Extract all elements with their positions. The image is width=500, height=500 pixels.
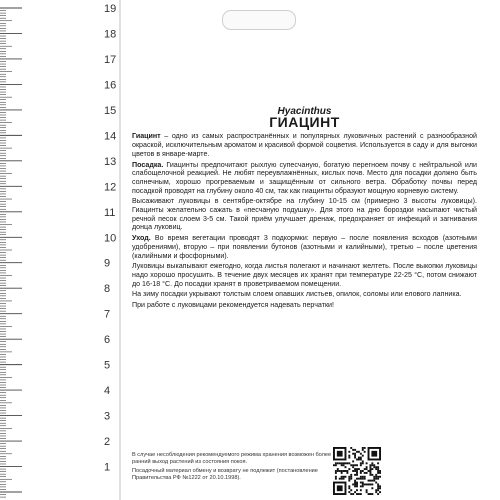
ruler-label: 12: [104, 181, 117, 194]
qr-module: [354, 483, 356, 485]
ruler-label: 4: [104, 385, 111, 398]
qr-module: [373, 480, 375, 482]
qr-module: [354, 485, 356, 487]
qr-module: [352, 453, 354, 455]
qr-module: [366, 489, 368, 491]
qr-module: [333, 464, 335, 466]
paragraph-lead: Уход.: [132, 234, 151, 243]
qr-finder: [337, 451, 343, 457]
qr-module: [343, 462, 345, 464]
paragraph-text: При работе с луковицами рекомендуется надевать перчатки!: [132, 301, 334, 310]
qr-module: [377, 478, 379, 480]
qr-module: [335, 476, 337, 478]
qr-module: [356, 485, 358, 487]
footer-notes: [132, 452, 342, 484]
qr-module: [358, 451, 360, 453]
qr-module: [375, 478, 377, 480]
ruler-label: 14: [104, 130, 117, 143]
qr-module: [375, 491, 377, 493]
qr-module: [375, 474, 377, 476]
qr-module: [364, 468, 366, 470]
qr-module: [379, 491, 381, 493]
qr-module: [364, 478, 366, 480]
qr-module: [354, 457, 356, 459]
qr-module: [360, 482, 362, 484]
qr-module: [352, 466, 354, 468]
qr-module: [341, 472, 343, 474]
qr-module: [343, 476, 345, 478]
qr-module: [350, 478, 352, 480]
qr-module: [348, 455, 350, 457]
paragraph-text: – одно из самых распространённых и популярных луковичных растений с разнообразной окраской, исключительным ароматом и красивой формой соцветия. Используется в саду и для выгонки цветов в январе-марте.: [132, 132, 477, 158]
qr-module: [350, 474, 352, 476]
qr-module: [375, 476, 377, 478]
qr-module: [371, 493, 373, 495]
qr-module: [356, 489, 358, 491]
qr-module: [350, 447, 352, 449]
storage-note: В случае несоблюдения рекомендуемого режима хранения возможен более ранний выход растений из состояния покоя.: [132, 452, 332, 465]
latin-name: Hyacinthus: [277, 106, 332, 117]
qr-module: [356, 483, 358, 485]
qr-module: [348, 491, 350, 493]
qr-module: [354, 474, 356, 476]
qr-module: [377, 489, 379, 491]
qr-module: [346, 472, 348, 474]
qr-module: [337, 470, 339, 472]
qr-module: [356, 468, 358, 470]
qr-module: [371, 487, 373, 489]
qr-module: [350, 476, 352, 478]
qr-module: [377, 485, 379, 487]
qr-module: [358, 457, 360, 459]
paragraph-text: Во время вегетации проводят 3 подкормки: первую – после появления всходов (азотными удобрениями), вторую – при появлении бутонов (азотными и калийными), третью – после цветения (калийными и фосфорными).: [132, 234, 477, 260]
qr-module: [356, 493, 358, 495]
qr-module: [360, 464, 362, 466]
qr-module: [352, 483, 354, 485]
qr-module: [360, 478, 362, 480]
qr-module: [371, 483, 373, 485]
qr-module: [345, 462, 347, 464]
qr-module: [368, 483, 370, 485]
qr-module: [371, 464, 373, 466]
qr-module: [346, 462, 348, 464]
qr-module: [343, 470, 345, 472]
ruler-label: 6: [104, 334, 111, 347]
qr-module: [352, 449, 354, 451]
qr-module: [362, 462, 364, 464]
qr-module: [360, 462, 362, 464]
product-title: ГИАЦИНТ: [269, 113, 340, 130]
qr-module: [348, 478, 350, 480]
qr-module: [348, 468, 350, 470]
paragraph-text: Луковицы выкапывают ежегодно, когда листья полегают и начинают желтеть. После выкопки луковицы надо хорошо просушить. В течение двух месяцев их хранят при температуре 22-25 °С, потом снижают до 16-18 °С. До посадки хранят в проветриваемом помещении.: [132, 262, 477, 288]
ruler-label: 13: [104, 155, 117, 168]
description-block: [132, 132, 477, 309]
ruler-label: 17: [104, 53, 117, 66]
qr-module: [366, 462, 368, 464]
ruler-label: 11: [104, 206, 116, 219]
qr-module: [354, 468, 356, 470]
qr-module: [364, 483, 366, 485]
qr-module: [356, 478, 358, 480]
qr-module: [364, 451, 366, 453]
measurement-ruler: [0, 0, 122, 500]
qr-module: [362, 476, 364, 478]
ruler-label: 18: [104, 28, 117, 41]
qr-module: [364, 447, 366, 449]
ruler-label: 19: [104, 3, 117, 15]
qr-code[interactable]: [333, 447, 381, 495]
ruler-scale: [0, 0, 122, 500]
qr-module: [373, 478, 375, 480]
qr-module: [348, 462, 350, 464]
ruler-label: 3: [104, 410, 111, 423]
qr-module: [348, 487, 350, 489]
qr-module: [348, 476, 350, 478]
qr-module: [356, 464, 358, 466]
qr-module: [369, 468, 371, 470]
qr-module: [354, 449, 356, 451]
ruler-label: 8: [104, 283, 111, 296]
qr-module: [350, 489, 352, 491]
qr-module: [379, 472, 381, 474]
qr-module: [354, 453, 356, 455]
qr-module: [346, 470, 348, 472]
qr-module: [339, 470, 341, 472]
paragraph: [132, 161, 477, 196]
qr-module: [352, 464, 354, 466]
qr-module: [335, 470, 337, 472]
qr-module: [362, 449, 364, 451]
qr-module: [366, 491, 368, 493]
qr-module: [377, 493, 379, 495]
qr-module: [369, 464, 371, 466]
qr-module: [362, 470, 364, 472]
qr-module: [371, 474, 373, 476]
paragraph: [132, 301, 477, 310]
package-text: [132, 84, 477, 312]
qr-module: [366, 483, 368, 485]
qr-module: [358, 468, 360, 470]
qr-module: [354, 491, 356, 493]
qr-module: [348, 485, 350, 487]
qr-finder: [371, 451, 377, 457]
paragraph: [132, 197, 477, 232]
qr-module: [369, 483, 371, 485]
qr-module: [341, 478, 343, 480]
qr-module: [354, 455, 356, 457]
paragraph: [132, 262, 477, 288]
paragraph-text: Высаживают луковицы в сентябре-октябре на глубину 10-15 см (примерно 3 высоты луковицы). Гиацинты желательно сажать в «песчаную подушку». Для этого на дно бороздки насыпают чистый речной песок слоем 3-5 см. Такой приём улучшает дренаж, предохраняет от инфекций и загнивания донца луковиц.: [132, 197, 477, 232]
qr-module: [352, 460, 354, 462]
ruler-label: 7: [104, 308, 111, 321]
qr-module: [368, 470, 370, 472]
qr-module: [343, 464, 345, 466]
paragraph-lead: Гиацинт: [132, 132, 161, 141]
qr-module: [348, 457, 350, 459]
qr-module: [339, 462, 341, 464]
qr-module: [366, 466, 368, 468]
qr-module: [377, 483, 379, 485]
qr-module: [379, 485, 381, 487]
qr-module: [373, 466, 375, 468]
return-note: Посадочный материал обмену и возврату не подлежит (постановление Правительства РФ №1222 от 20.10.1998).: [132, 468, 318, 481]
qr-module: [345, 470, 347, 472]
qr-module: [364, 476, 366, 478]
qr-module: [379, 470, 381, 472]
qr-module: [354, 464, 356, 466]
qr-module: [373, 476, 375, 478]
qr-module: [356, 451, 358, 453]
qr-module: [375, 482, 377, 484]
qr-module: [375, 466, 377, 468]
qr-module: [358, 459, 360, 461]
qr-module: [356, 470, 358, 472]
qr-module: [375, 468, 377, 470]
hang-hole: [222, 10, 296, 30]
ruler-label: 10: [104, 232, 117, 245]
qr-module: [337, 462, 339, 464]
qr-module: [354, 482, 356, 484]
qr-module: [369, 470, 371, 472]
ruler-label: 15: [104, 104, 117, 117]
paragraph: [132, 290, 477, 299]
qr-module: [354, 480, 356, 482]
qr-module: [343, 478, 345, 480]
qr-module: [335, 472, 337, 474]
qr-module: [356, 459, 358, 461]
qr-module: [350, 493, 352, 495]
qr-module: [362, 455, 364, 457]
paragraph-text: Гиацинты предпочитают рыхлую супесчаную, богатую перегноем почву с нейтральной или слабощелочной реакцией. Не любят переувлажнённых, кислых почв. Место для посадки должно быть солнечным, хорошо прогреваемым и защищённым от сильного ветра. Обработку почвы перед посадкой проводят на глубину около 40 см, так как гиацинты образуют мощную корневую систему.: [132, 160, 477, 195]
qr-module: [377, 472, 379, 474]
qr-module: [377, 487, 379, 489]
ruler-label: 5: [104, 359, 111, 372]
qr-module: [362, 485, 364, 487]
qr-module: [377, 468, 379, 470]
qr-module: [369, 480, 371, 482]
qr-module: [366, 468, 368, 470]
qr-module: [377, 476, 379, 478]
qr-module: [348, 451, 350, 453]
qr-module: [358, 493, 360, 495]
qr-module: [360, 476, 362, 478]
qr-module: [362, 483, 364, 485]
qr-module: [360, 459, 362, 461]
qr-module: [354, 470, 356, 472]
qr-module: [352, 470, 354, 472]
qr-module: [358, 478, 360, 480]
qr-module: [335, 462, 337, 464]
qr-module: [362, 482, 364, 484]
qr-module: [373, 464, 375, 466]
qr-module: [368, 493, 370, 495]
qr-module: [377, 466, 379, 468]
qr-module: [341, 464, 343, 466]
qr-module: [377, 462, 379, 464]
qr-module: [335, 464, 337, 466]
qr-module: [368, 480, 370, 482]
qr-module: [369, 472, 371, 474]
qr-module: [371, 468, 373, 470]
qr-module: [360, 489, 362, 491]
qr-module: [377, 470, 379, 472]
qr-module: [337, 468, 339, 470]
qr-module: [360, 453, 362, 455]
qr-module: [362, 478, 364, 480]
qr-module: [379, 476, 381, 478]
qr-module: [362, 447, 364, 449]
ruler-label: 9: [104, 257, 111, 270]
qr-module: [366, 472, 368, 474]
ruler-label: 16: [104, 79, 117, 92]
qr-module: [352, 493, 354, 495]
qr-module: [339, 478, 341, 480]
paragraph-lead: Посадка.: [132, 160, 164, 169]
qr-module: [375, 489, 377, 491]
paragraph: [132, 234, 477, 260]
qr-module: [360, 485, 362, 487]
qr-module: [360, 470, 362, 472]
qr-module: [362, 460, 364, 462]
ruler-label: 2: [104, 436, 111, 449]
ruler-label: 1: [104, 461, 111, 474]
qr-module: [335, 478, 337, 480]
qr-module: [360, 457, 362, 459]
qr-module: [356, 474, 358, 476]
qr-module: [369, 493, 371, 495]
qr-module: [369, 466, 371, 468]
paragraph: [132, 132, 477, 158]
qr-module: [364, 472, 366, 474]
paragraph-text: На зиму посадки укрывают толстым слоем опавших листьев, опилок, соломы или елового лапника.: [132, 290, 462, 299]
qr-module: [371, 480, 373, 482]
qr-module: [345, 466, 347, 468]
qr-module: [371, 462, 373, 464]
qr-module: [341, 476, 343, 478]
qr-module: [360, 493, 362, 495]
qr-module: [360, 472, 362, 474]
qr-finder: [337, 485, 343, 491]
qr-module: [350, 464, 352, 466]
qr-module: [356, 472, 358, 474]
qr-module: [341, 470, 343, 472]
qr-module: [348, 480, 350, 482]
qr-module: [341, 462, 343, 464]
qr-module: [345, 476, 347, 478]
qr-module: [369, 474, 371, 476]
qr-module: [356, 482, 358, 484]
qr-module: [379, 487, 381, 489]
